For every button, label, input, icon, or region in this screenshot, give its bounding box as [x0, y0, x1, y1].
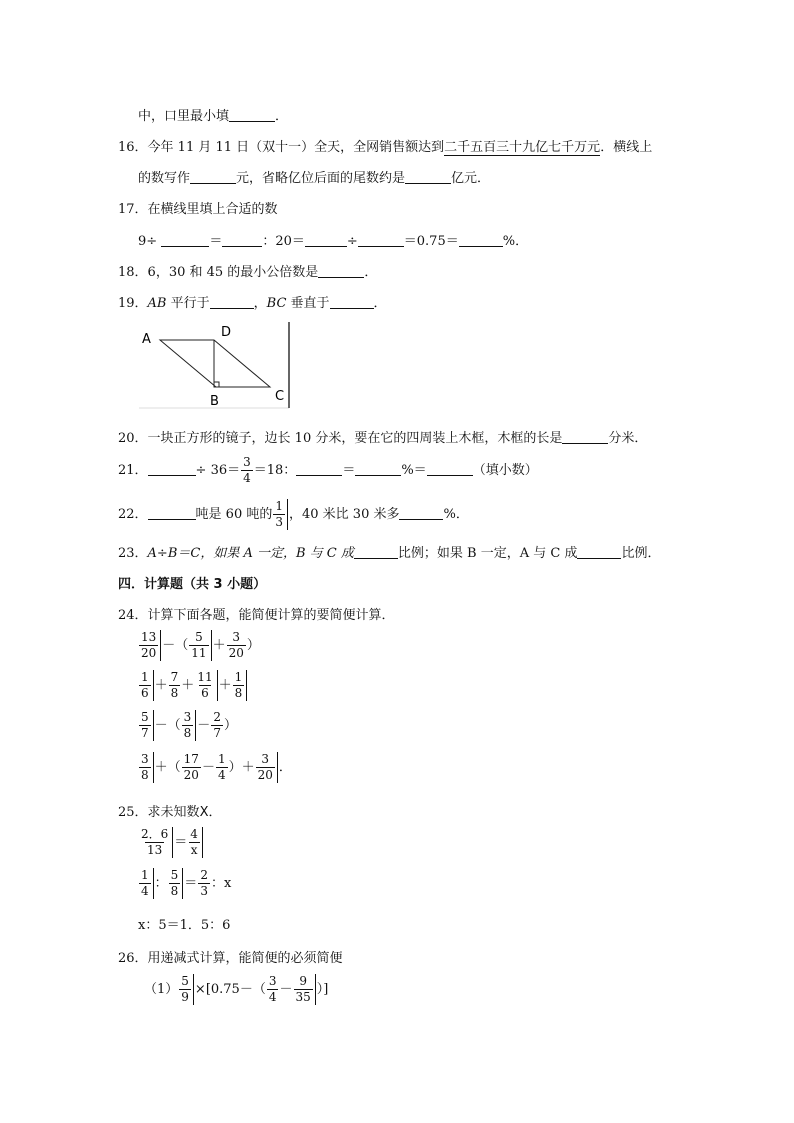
- answer-blank[interactable]: [459, 234, 503, 247]
- parallelogram-abcd: [160, 340, 270, 387]
- q24-expression-3: $\frac{5}{7}$ －（ $\frac{3}{8}$ － $\frac{2}{7}$ ）: [141, 710, 237, 740]
- question-16-line2: 的数写作 元，省略亿位后面的尾数约是 亿元．: [138, 171, 491, 186]
- answer-blank[interactable]: [577, 546, 621, 559]
- question-17: 17．在横线里填上合适的数: [118, 202, 278, 217]
- q24-expression-1: $\frac{13}{20}$ －（ $\frac{5}{11}$ ＋ $\frac{3}{20}$ ）: [141, 630, 260, 660]
- question-19: 19．AB 平行于 ，BC 垂直于 ．: [118, 296, 387, 311]
- question-20: 20．一块正方形的镜子，边长 10 分米，要在它的四周装上木框，木框的长是 分米．: [118, 431, 648, 446]
- answer-blank[interactable]: [305, 234, 347, 247]
- question-16: 16．今年 11 月 11 日（双十一）全天，全网销售额达到二千五百三十九亿七千万元．横线上: [118, 140, 653, 155]
- q26-expression-1: （1） $\frac{5}{9}$ ×[0.75－（ $\frac{3}{4}$ － $\frac{9}{35}$ ）]: [144, 974, 329, 1004]
- label-a: A: [142, 332, 151, 347]
- label-d: D: [221, 325, 232, 340]
- question-22: 22． 吨是 60 吨的 $\frac{1}{3}$ ，40 米比 30 米多 %．: [118, 499, 469, 529]
- fraction-1-3: $\frac{1}{3}$: [273, 499, 288, 530]
- answer-blank[interactable]: [222, 234, 262, 247]
- q24-expression-4: $\frac{3}{8}$ ＋（ $\frac{17}{20}$ － $\frac{1}{4}$ ）＋ $\frac{3}{20}$ ．: [141, 752, 292, 782]
- answer-blank[interactable]: [355, 463, 401, 476]
- label-b: B: [210, 394, 219, 409]
- answer-blank[interactable]: [296, 463, 342, 476]
- question-23: 23．A÷B＝C，如果 A 一定，B 与 C 成 比例；如果 B 一定，A 与 C 成 比例．: [118, 546, 661, 561]
- answer-blank[interactable]: [148, 463, 196, 476]
- answer-blank[interactable]: [399, 507, 443, 520]
- q25-equation-2: $\frac{1}{4}$ ： $\frac{5}{8}$ ＝ $\frac{2}{3}$ ：x: [141, 868, 232, 898]
- q25-equation-1: $\frac{2.6}{13}$ ＝ $\frac{4}{x}$: [138, 827, 204, 858]
- question-17-equation: 9÷ ＝ ：20＝ ÷ ＝0.75＝ %．: [138, 234, 529, 249]
- section-heading: 四．计算题（共 3 小题）: [118, 577, 267, 592]
- q15-tail: 中，口里最小填 ．: [138, 109, 289, 124]
- answer-blank[interactable]: [354, 546, 398, 559]
- answer-blank[interactable]: [229, 109, 275, 122]
- fraction-3-4: $\frac{3}{4}$: [243, 455, 251, 485]
- answer-blank[interactable]: [210, 296, 254, 309]
- sales-amount: 二千五百三十九亿七千万元: [444, 140, 601, 155]
- answer-blank[interactable]: [405, 171, 451, 184]
- answer-blank[interactable]: [358, 234, 404, 247]
- question-24: 24．计算下面各题，能简便计算的要简便计算．: [118, 608, 395, 623]
- answer-blank[interactable]: [318, 265, 364, 278]
- question-18: 18．6，30 和 45 的最小公倍数是 ．: [118, 265, 378, 280]
- answer-blank[interactable]: [330, 296, 374, 309]
- question-21: 21． ÷ 36＝ $\frac{3}{4}$ ＝18： ＝ %＝ （填小数）: [118, 455, 538, 485]
- q24-expression-2: $\frac{1}{6}$ ＋ $\frac{7}{8}$ ＋ $\frac{11}{6}$ ＋ $\frac{1}{8}$: [138, 670, 248, 701]
- answer-blank[interactable]: [148, 507, 196, 520]
- answer-blank[interactable]: [161, 234, 209, 247]
- answer-blank[interactable]: [427, 463, 473, 476]
- parallelogram-figure: [134, 320, 294, 412]
- label-c: C: [275, 389, 285, 404]
- question-26: 26．用递减式计算，能简便的必须简便: [118, 951, 343, 966]
- answer-blank[interactable]: [190, 171, 236, 184]
- q25-equation-3: x：5＝1．5：6: [138, 918, 231, 933]
- question-25: 25．求未知数X．: [118, 805, 222, 820]
- answer-blank[interactable]: [562, 431, 608, 444]
